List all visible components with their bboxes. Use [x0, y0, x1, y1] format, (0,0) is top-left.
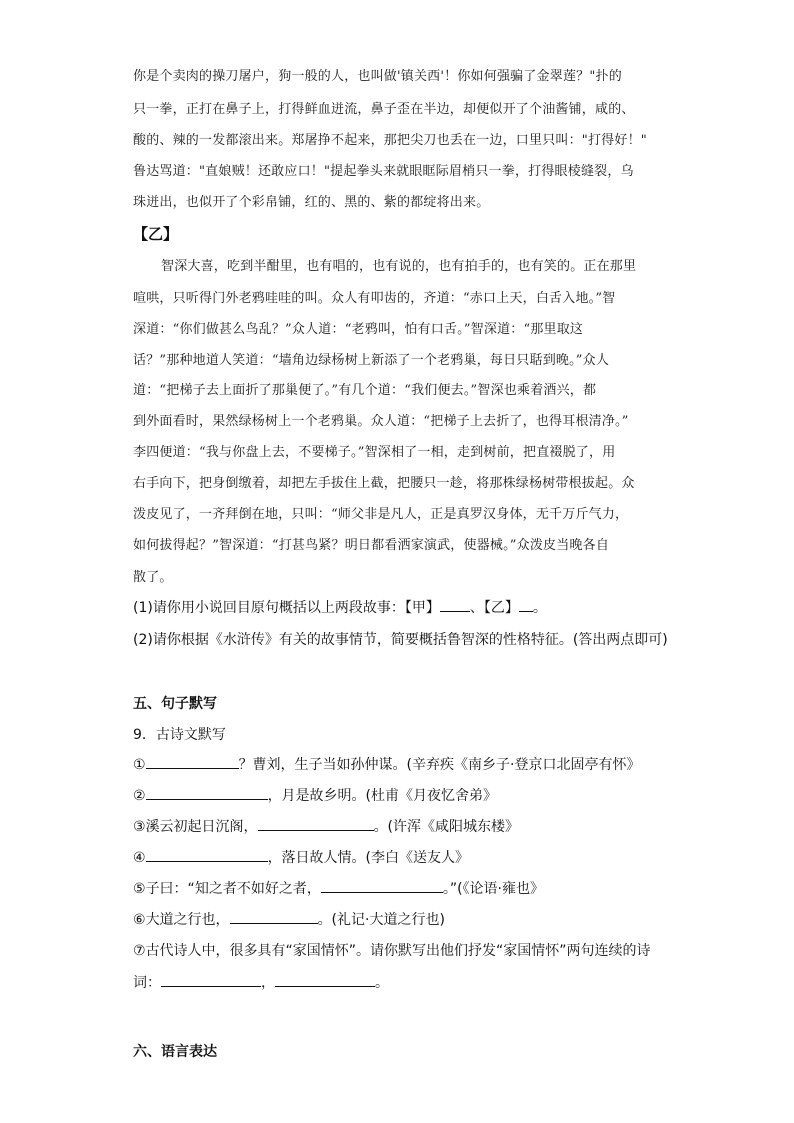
item-text-post: 。(许浑《咸阳城东楼》 — [373, 819, 520, 835]
item-text-post: 。(礼记·大道之行也) — [317, 912, 445, 928]
answer-blank[interactable] — [275, 974, 375, 987]
passage-yi-line: 到外面看时，果然绿杨树上一个老鸦巢。众人道：“把梯子上去折了，也得耳根清净。” — [133, 414, 629, 429]
recitation-item — [133, 754, 640, 774]
item-text-post: ？曹刘，生子当如孙仲谋。(辛弃疾《南乡子·登京口北固亭有怀》 — [238, 757, 641, 773]
item-text-pre: 词： — [133, 975, 161, 991]
question-9-title: 9．古诗文默写 — [133, 727, 226, 743]
passage-jia-line: 你是个卖肉的操刀屠户，狗一般的人，也叫做'镇关西'！你如何强骗了金翠莲？"扑的 — [133, 69, 622, 84]
item-separator: ， — [261, 975, 275, 991]
passage-yi-line: 泼皮见了，一齐拜倒在地，只叫：“师父非是凡人，正是真罗汉身体，无千万斤气力， — [133, 507, 629, 522]
recitation-item — [133, 878, 544, 898]
answer-blank-jia[interactable] — [440, 599, 470, 612]
question-2: (2)请你根据《水浒传》有关的故事情节，简要概括鲁智深的性格特征。(答出两点即可) — [133, 632, 668, 648]
item-text-post: 。”(《论语·雍也》 — [442, 881, 544, 897]
item-number: ② — [133, 788, 146, 804]
answer-blank[interactable] — [146, 756, 239, 769]
recitation-item-7-line-2 — [133, 972, 389, 992]
item-number: ⑤ — [133, 881, 146, 897]
passage-jia-line: 珠迸出，也似开了个彩帛铺，红的、黑的、紫的都绽将出来。 — [133, 195, 490, 210]
recitation-item — [133, 847, 469, 867]
section-6-title: 六、语言表达 — [133, 1044, 217, 1060]
recitation-item-7-line-1: ⑦古代诗人中，很多具有“家国情怀”。请你默写出他们抒发“家国情怀”两句连续的诗 — [133, 943, 651, 959]
passage-jia-line: 鲁达骂道："直娘贼！还敢应口！"提起拳头来就眼眶际眉梢只一拳，打得眼棱缝裂，乌 — [133, 164, 634, 179]
question-1-text: (1)请你用小说回目原句概括以上两段故事：【甲】 — [133, 600, 440, 616]
item-number: ④ — [133, 850, 146, 866]
item-text-pre: 大道之行也， — [145, 912, 230, 928]
passage-yi-line: 喧哄，只听得门外老鸦哇哇的叫。众人有叩齿的，齐道：“赤口上天，白舌入地。”智 — [133, 291, 616, 306]
item-text-pre: 子曰：“知之者不如好之者， — [145, 881, 321, 897]
item-number: ① — [133, 757, 146, 773]
passage-yi-line: 智深大喜，吃到半酣里，也有唱的，也有说的，也有拍手的，也有笑的。正在那里 — [161, 259, 637, 274]
question-1-end: 。 — [532, 600, 547, 616]
answer-blank[interactable] — [146, 849, 268, 862]
answer-blank[interactable] — [258, 818, 374, 831]
item-number: ⑥ — [133, 912, 146, 928]
question-1-separator: 、【乙】 — [469, 600, 519, 616]
answer-blank[interactable] — [230, 911, 318, 924]
passage-yi-line: 如何拔得起？”智深道：“打甚鸟紧？明日都看洒家演武，使器械。”众泼皮当晚各自 — [133, 538, 610, 553]
answer-blank[interactable] — [146, 787, 268, 800]
section-5-title: 五、句子默写 — [133, 696, 217, 712]
question-1 — [133, 597, 547, 617]
recitation-item — [133, 816, 519, 836]
item-number: ③ — [133, 819, 146, 835]
passage-yi-line: 深道：“你们做甚么鸟乱？”众人道：“老鸦叫，怕有口舌。”智深道：“那里取这 — [133, 322, 584, 337]
item-text-end: 。 — [375, 975, 389, 991]
passage-yi-line: 散了。 — [133, 570, 173, 585]
item-text-pre: 溪云初起日沉阁， — [145, 819, 258, 835]
passage-yi-line: 右手向下，把身倒缴着，却把左手拔住上截，把腰只一趁，将那株绿杨树带根拔起。众 — [133, 476, 635, 491]
passage-yi-line: 李四便道：“我与你盘上去，不要梯子。”智深相了一相，走到树前，把直裰脱了，用 — [133, 445, 616, 460]
recitation-item — [133, 909, 445, 929]
passage-jia-line: 酸的、辣的一发都滚出来。郑屠挣不起来，那把尖刀也丢在一边，口里只叫："打得好！" — [133, 133, 647, 148]
item-text-post: ，落日故人情。(李白《送友人》 — [267, 850, 470, 866]
passage-yi-line: 道：“把梯子去上面折了那巢便了。”有几个道：“我们便去。”智深也乘着酒兴，都 — [133, 383, 597, 398]
recitation-item — [133, 785, 497, 805]
passage-yi-line: 话？”那种地道人笑道：“墙角边绿杨树上新添了一个老鸦巢，每日只聒到晚。”众人 — [133, 353, 610, 368]
passage-jia-line: 只一拳，正打在鼻子上，打得鲜血迸流，鼻子歪在半边，却便似开了个油酱铺，咸的、 — [133, 102, 635, 117]
answer-blank-yi[interactable] — [519, 599, 533, 612]
answer-blank[interactable] — [161, 974, 261, 987]
answer-blank[interactable] — [321, 880, 443, 893]
passage-yi-label: 【乙】 — [133, 225, 179, 243]
item-text-post: ，月是故乡明。(杜甫《月夜忆舍弟》 — [267, 788, 498, 804]
